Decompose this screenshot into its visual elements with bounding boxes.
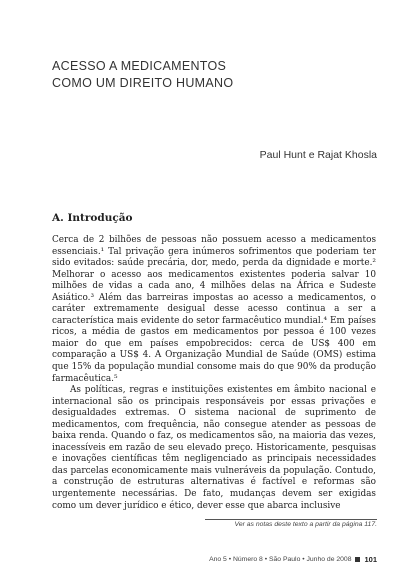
square-bullet-icon [355,557,360,562]
article-authors: Paul Hunt e Rajat Khosla [259,149,377,161]
paragraph-1: Cerca de 2 bilhões de pessoas não possuem acesso a medicamentos essenciais.¹ Tal privação gera inúmeros sofrimentos que poderiam ter sido evitados: saúde precária, dor, medo, perda da dignidade e morte.² Melhorar o acesso aos medicamentos existentes poderia salvar 10 milhões de vidas a cada ano, 4 milhões delas na África e Sudeste Asiático.³ Além das barreiras impostas ao acesso a medicamentos, o caráter extremamente desigual desse acesso continua a ser a característica mais evidente do setor farmacêutico mundial.⁴ Em países ricos, a média de gastos em medicamentos por pessoa é 100 vezes maior do que em países empobrecidos: cerca de US$ 400 em comparação a US$ 4. A Organização Mundial de Saúde (OMS) estima que 15% da população mundial consome mais do que 90% da produção farmacêutica.⁵ [52,235,376,384]
article-title [52,58,233,92]
page-footer [209,555,377,564]
body-text [52,235,376,512]
note-divider [205,519,377,520]
article-title-line-2: COMO UM DIREITO HUMANO [52,76,234,90]
page-number: 101 [364,555,377,564]
article-title-line-1: ACESSO A MEDICAMENTOS [52,59,227,73]
footer-issue-info: Ano 5 • Número 8 • São Paulo • Junho de 2008 [209,556,352,563]
section-heading: A. Introdução [52,212,133,224]
paragraph-2: As políticas, regras e instituições existentes em âmbito nacional e internacional são os principais responsáveis por essas privações e desigualdades extremas. O sistema nacional de suprimento de medicamentos, com frequência, não consegue atender as pessoas de baixa renda. Quando o faz, os medicamentos são, na maioria das vezes, inacessíveis em razão de seu elevado preço. Historicamente, pesquisas e inovações científicas têm negligenciado as principais necessidades das parcelas economicamente mais vulneráveis da população. Contudo, a construção de estruturas alternativas é factível e reformas são urgentemente necessárias. De fato, mudanças devem ser exigidas como um dever jurídico e ético, dever esse que abarca inclusive [52,385,376,511]
notes-reference: Ver as notas deste texto a partir da página 117. [234,521,377,528]
